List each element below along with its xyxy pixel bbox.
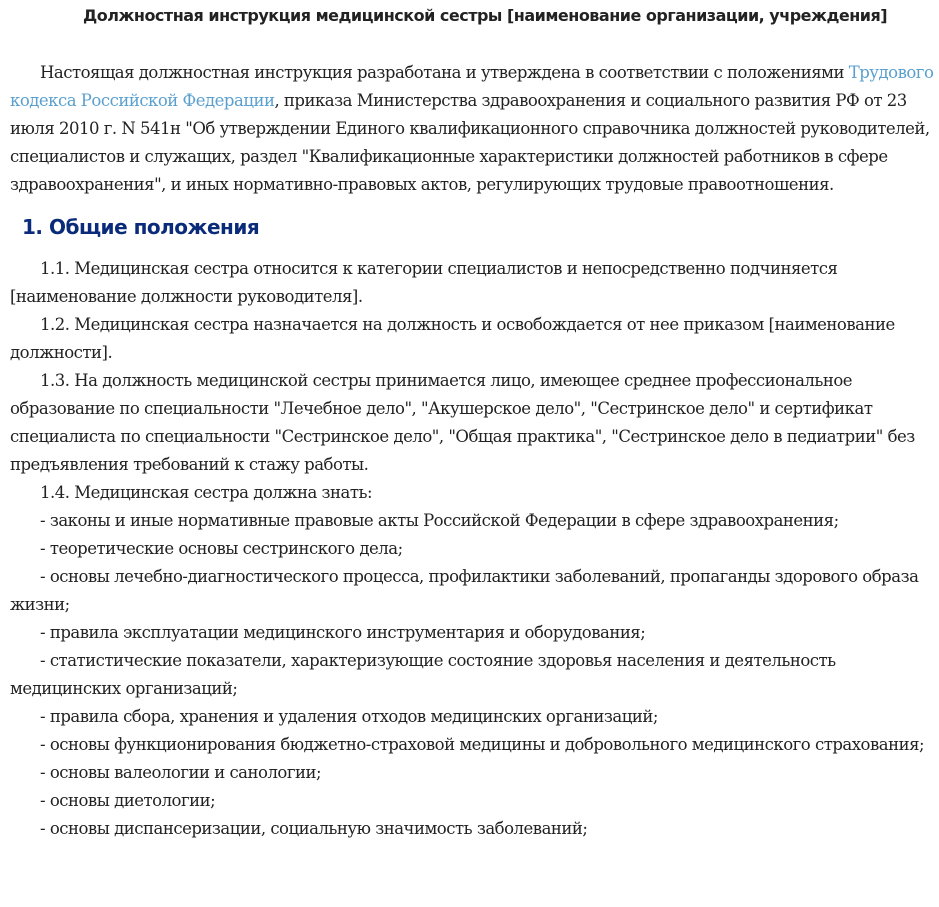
document-body — [10, 59, 939, 843]
knowledge-item: - основы диспансеризации, социальную значимость заболеваний; — [40, 819, 588, 838]
knowledge-item: - основы функционирования бюджетно-страховой медицины и добровольного медицинского страхования; — [40, 735, 925, 754]
document-title: Должностная инструкция медицинской сестры [наименование организации, учреждения] — [83, 6, 888, 25]
knowledge-item: - основы лечебно-диагностического процесса, профилактики заболеваний, пропаганды здорового образа жизни; — [10, 567, 919, 614]
clause-1-1: 1.1. Медицинская сестра относится к категории специалистов и непосредственно подчиняется [наименование должности руководителя]. — [10, 259, 838, 306]
labor-code-link[interactable]: Трудового кодекса Российской Федерации — [10, 63, 934, 110]
knowledge-item: - правила сбора, хранения и удаления отходов медицинских организаций; — [40, 707, 658, 726]
section-heading-general: 1. Общие положения — [22, 215, 260, 239]
knowledge-item: - статистические показатели, характеризующие состояние здоровья населения и деятельность медицинских организаций; — [10, 651, 836, 698]
intro-text-after-link: , приказа Министерства здравоохранения и социального развития РФ от 23 июля 2010 г. N 541н "Об утверждении Единого квалификационного справочника должностей руководителей, специалистов и служащих, раздел "Квалификационные характеристики должностей работников в сфере здравоохранения", и иных нормативно-правовых актов, регулирующих трудовые правоотношения. — [10, 91, 930, 194]
knowledge-item: - правила эксплуатации медицинского инструментария и оборудования; — [40, 623, 646, 642]
knowledge-item: - теоретические основы сестринского дела; — [40, 539, 403, 558]
intro-text-before-link: Настоящая должностная инструкция разработана и утверждена в соответствии с положениями — [40, 63, 849, 82]
clause-1-2: 1.2. Медицинская сестра назначается на должность и освобождается от нее приказом [наименование должности]. — [10, 315, 895, 362]
knowledge-item: - законы и иные нормативные правовые акты Российской Федерации в сфере здравоохранения; — [40, 511, 839, 530]
clause-1-4: 1.4. Медицинская сестра должна знать: — [40, 483, 373, 502]
clause-1-3: 1.3. На должность медицинской сестры принимается лицо, имеющее среднее профессиональное образование по специальности "Лечебное дело", "Акушерское дело", "Сестринское дело" и сертификат специалиста по специальности "Сестринское дело", "Общая практика", "Сестринское дело в педиатрии" без предъявления требований к стажу работы. — [10, 371, 915, 474]
knowledge-item: - основы диетологии; — [40, 791, 216, 810]
intro-paragraph — [10, 59, 939, 199]
knowledge-item: - основы валеологии и санологии; — [40, 763, 322, 782]
